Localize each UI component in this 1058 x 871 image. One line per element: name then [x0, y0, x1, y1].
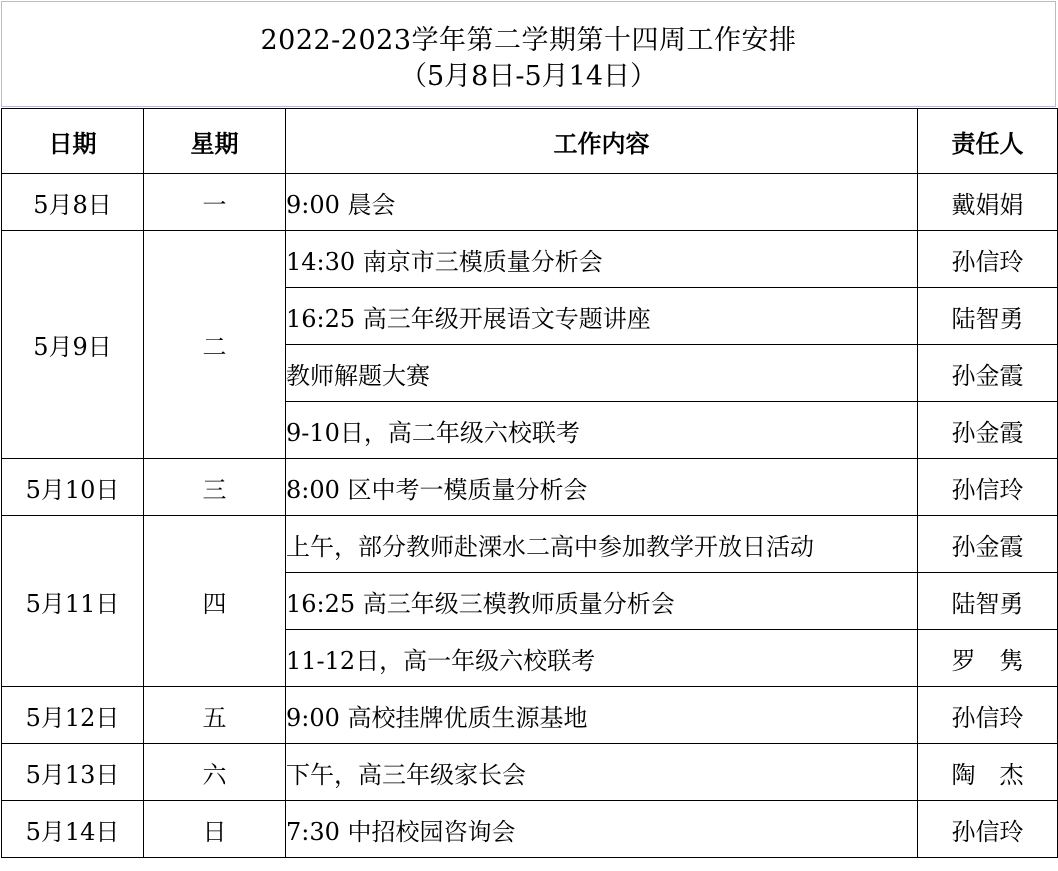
person-cell: 孙信玲 — [918, 459, 1058, 516]
date-cell: 5月9日 — [2, 231, 144, 459]
table-row — [2, 801, 1058, 858]
header-person: 责任人 — [918, 109, 1058, 174]
person-cell: 孙金霞 — [918, 402, 1058, 459]
weekday-cell: 二 — [144, 231, 286, 459]
table-row — [2, 687, 1058, 744]
date-cell: 5月13日 — [2, 744, 144, 801]
person-cell: 戴娟娟 — [918, 174, 1058, 231]
header-weekday: 星期 — [144, 109, 286, 174]
header-row — [2, 109, 1058, 174]
table-row — [2, 459, 1058, 516]
content-cell: 11-12日，高一年级六校联考 — [286, 630, 918, 687]
person-cell: 陆智勇 — [918, 288, 1058, 345]
person-cell: 孙金霞 — [918, 345, 1058, 402]
table-row — [2, 174, 1058, 231]
header-content: 工作内容 — [286, 109, 918, 174]
content-cell: 7:30 中招校园咨询会 — [286, 801, 918, 858]
content-cell: 16:25 高三年级三模教师质量分析会 — [286, 573, 918, 630]
person-cell: 罗 隽 — [918, 630, 1058, 687]
content-cell: 上午，部分教师赴溧水二高中参加教学开放日活动 — [286, 516, 918, 573]
weekday-cell: 五 — [144, 687, 286, 744]
table-row — [2, 744, 1058, 801]
date-range-subtitle: （5月8日-5月14日） — [399, 61, 657, 92]
content-cell: 14:30 南京市三模质量分析会 — [286, 231, 918, 288]
date-cell: 5月8日 — [2, 174, 144, 231]
date-cell: 5月14日 — [2, 801, 144, 858]
weekday-cell: 日 — [144, 801, 286, 858]
weekday-cell: 三 — [144, 459, 286, 516]
content-cell: 下午，高三年级家长会 — [286, 744, 918, 801]
person-cell: 孙信玲 — [918, 801, 1058, 858]
content-cell: 教师解题大赛 — [286, 345, 918, 402]
weekday-cell: 一 — [144, 174, 286, 231]
date-cell: 5月12日 — [2, 687, 144, 744]
content-cell: 16:25 高三年级开展语文专题讲座 — [286, 288, 918, 345]
content-cell: 8:00 区中考一模质量分析会 — [286, 459, 918, 516]
header-date: 日期 — [2, 109, 144, 174]
table-row — [2, 516, 1058, 573]
person-cell: 孙信玲 — [918, 231, 1058, 288]
title-box — [1, 1, 1056, 107]
person-cell: 孙金霞 — [918, 516, 1058, 573]
weekday-cell: 六 — [144, 744, 286, 801]
person-cell: 陆智勇 — [918, 573, 1058, 630]
page-title: 2022-2023学年第二学期第十四周工作安排 — [260, 25, 797, 56]
person-cell: 孙信玲 — [918, 687, 1058, 744]
table-row — [2, 231, 1058, 288]
content-cell: 9:00 高校挂牌优质生源基地 — [286, 687, 918, 744]
weekday-cell: 四 — [144, 516, 286, 687]
schedule-table — [1, 108, 1058, 858]
person-cell: 陶 杰 — [918, 744, 1058, 801]
date-cell: 5月10日 — [2, 459, 144, 516]
content-cell: 9-10日，高二年级六校联考 — [286, 402, 918, 459]
date-cell: 5月11日 — [2, 516, 144, 687]
content-cell: 9:00 晨会 — [286, 174, 918, 231]
